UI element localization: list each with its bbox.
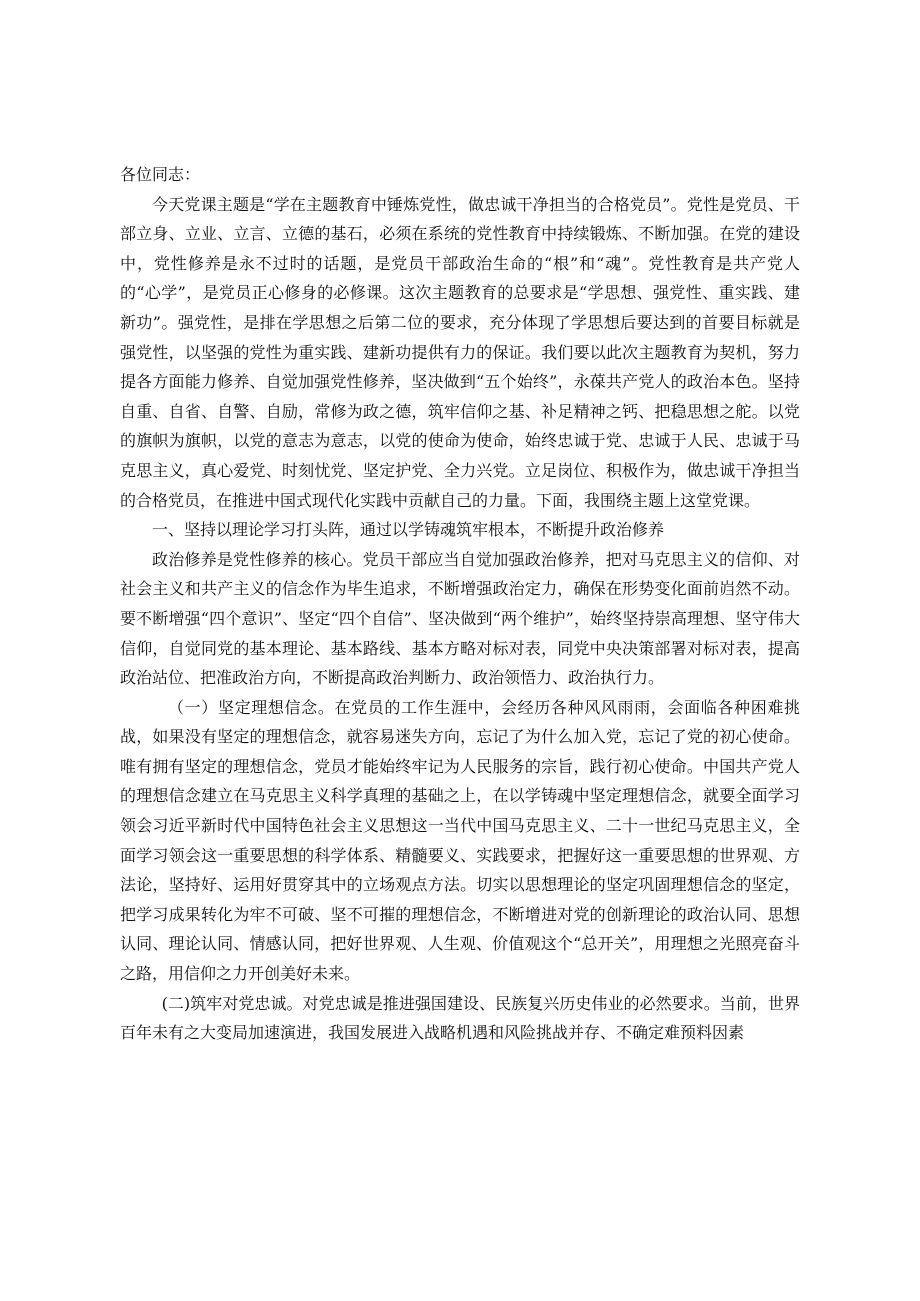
salutation: 各位同志：	[120, 165, 201, 184]
document-body	[120, 160, 800, 1048]
intro-paragraph: 今天党课主题是“学在主题教育中锤炼党性，做忠诚干净担当的合格党员”。党性是党员、干部立身、立业、立言、立德的基石，必须在系统的党性教育中持续锻炼、不断加强。在党的建设中，党性修养是永不过时的话题，是党员干部政治生命的“根”和“魂”。党性教育是共产党人的“心学”，是党员正心修身的必修课。这次主题教育的总要求是“学思想、强党性、重实践、建新功”。强党性，是排在学思想之后第二位的要求，充分体现了学思想后要达到的首要目标就是强党性，以坚强的党性为重实践、建新功提供有力的保证。我们要以此次主题教育为契机，努力提各方面能力修养、自觉加强党性修养，坚决做到“五个始终”，永葆共产党人的政治本色。坚持自重、自省、自警、自励，常修为政之德，筑牢信仰之基、补足精神之钙、把稳思想之舵。以党的旗帜为旗帜，以党的意志为意志，以党的使命为使命，始终忠诚于党、忠诚于人民、忠诚于马克思主义，真心爱党、时刻忧党、坚定护党、全力兴党。立足岗位、积极作为，做忠诚干净担当的合格党员，在推进中国式现代化实践中贡献自己的力量。下面，我围绕主题上这堂党课。	[120, 194, 800, 510]
section-1-paragraph: 政治修养是党性修养的核心。党员干部应当自觉加强政治修养，把对马克思主义的信仰、对社会主义和共产主义的信念作为毕生追求，不断增强政治定力，确保在形势变化面前岿然不动。要不断增强“四个意识”、坚定“四个自信”、坚决做到“两个维护”，始终坚持崇高理想、坚守伟大信仰，自觉同党的基本理论、基本路线、基本方略对标对表，同党中央决策部署对标对表，提高政治站位、把准政治方向，不断提高政治判断力、政治领悟力、政治执行力。	[120, 549, 800, 688]
subsection-1-paragraph: （一）坚定理想信念。在党员的工作生涯中，会经历各种风风雨雨，会面临各种困难挑战，如果没有坚定的理想信念，就容易迷失方向，忘记了为什么加入党，忘记了党的初心使命。唯有拥有坚定的理想信念，党员才能始终牢记为人民服务的宗旨，践行初心使命。中国共产党人的理想信念建立在马克思主义科学真理的基础之上，在以学铸魂中坚定理想信念，就要全面学习领会习近平新时代中国特色社会主义思想这一当代中国马克思主义、二十一世纪马克思主义，全面学习领会这一重要思想的科学体系、精髓要义、实践要求，把握好这一重要思想的世界观、方法论，坚持好、运用好贯穿其中的立场观点方法。切实以思想理论的坚定巩固理想信念的坚定，把学习成果转化为牢不可破、坚不可摧的理想信念，不断增进对党的创新理论的政治认同、思想认同、理论认同、情感认同，把好世界观、人生观、价值观这个“总开关”，用理想之光照亮奋斗之路，用信仰之力开创美好未来。	[120, 697, 800, 984]
subsection-2-paragraph: (二)筑牢对党忠诚。对党忠诚是推进强国建设、民族复兴历史伟业的必然要求。当前，世界百年未有之大变局加速演进，我国发展进入战略机遇和风险挑战并存、不确定难预料因素	[120, 993, 800, 1043]
section-heading-1: 一、坚持以理论学习打头阵，通过以学铸魂筑牢根本，不断提升政治修养	[152, 520, 665, 540]
